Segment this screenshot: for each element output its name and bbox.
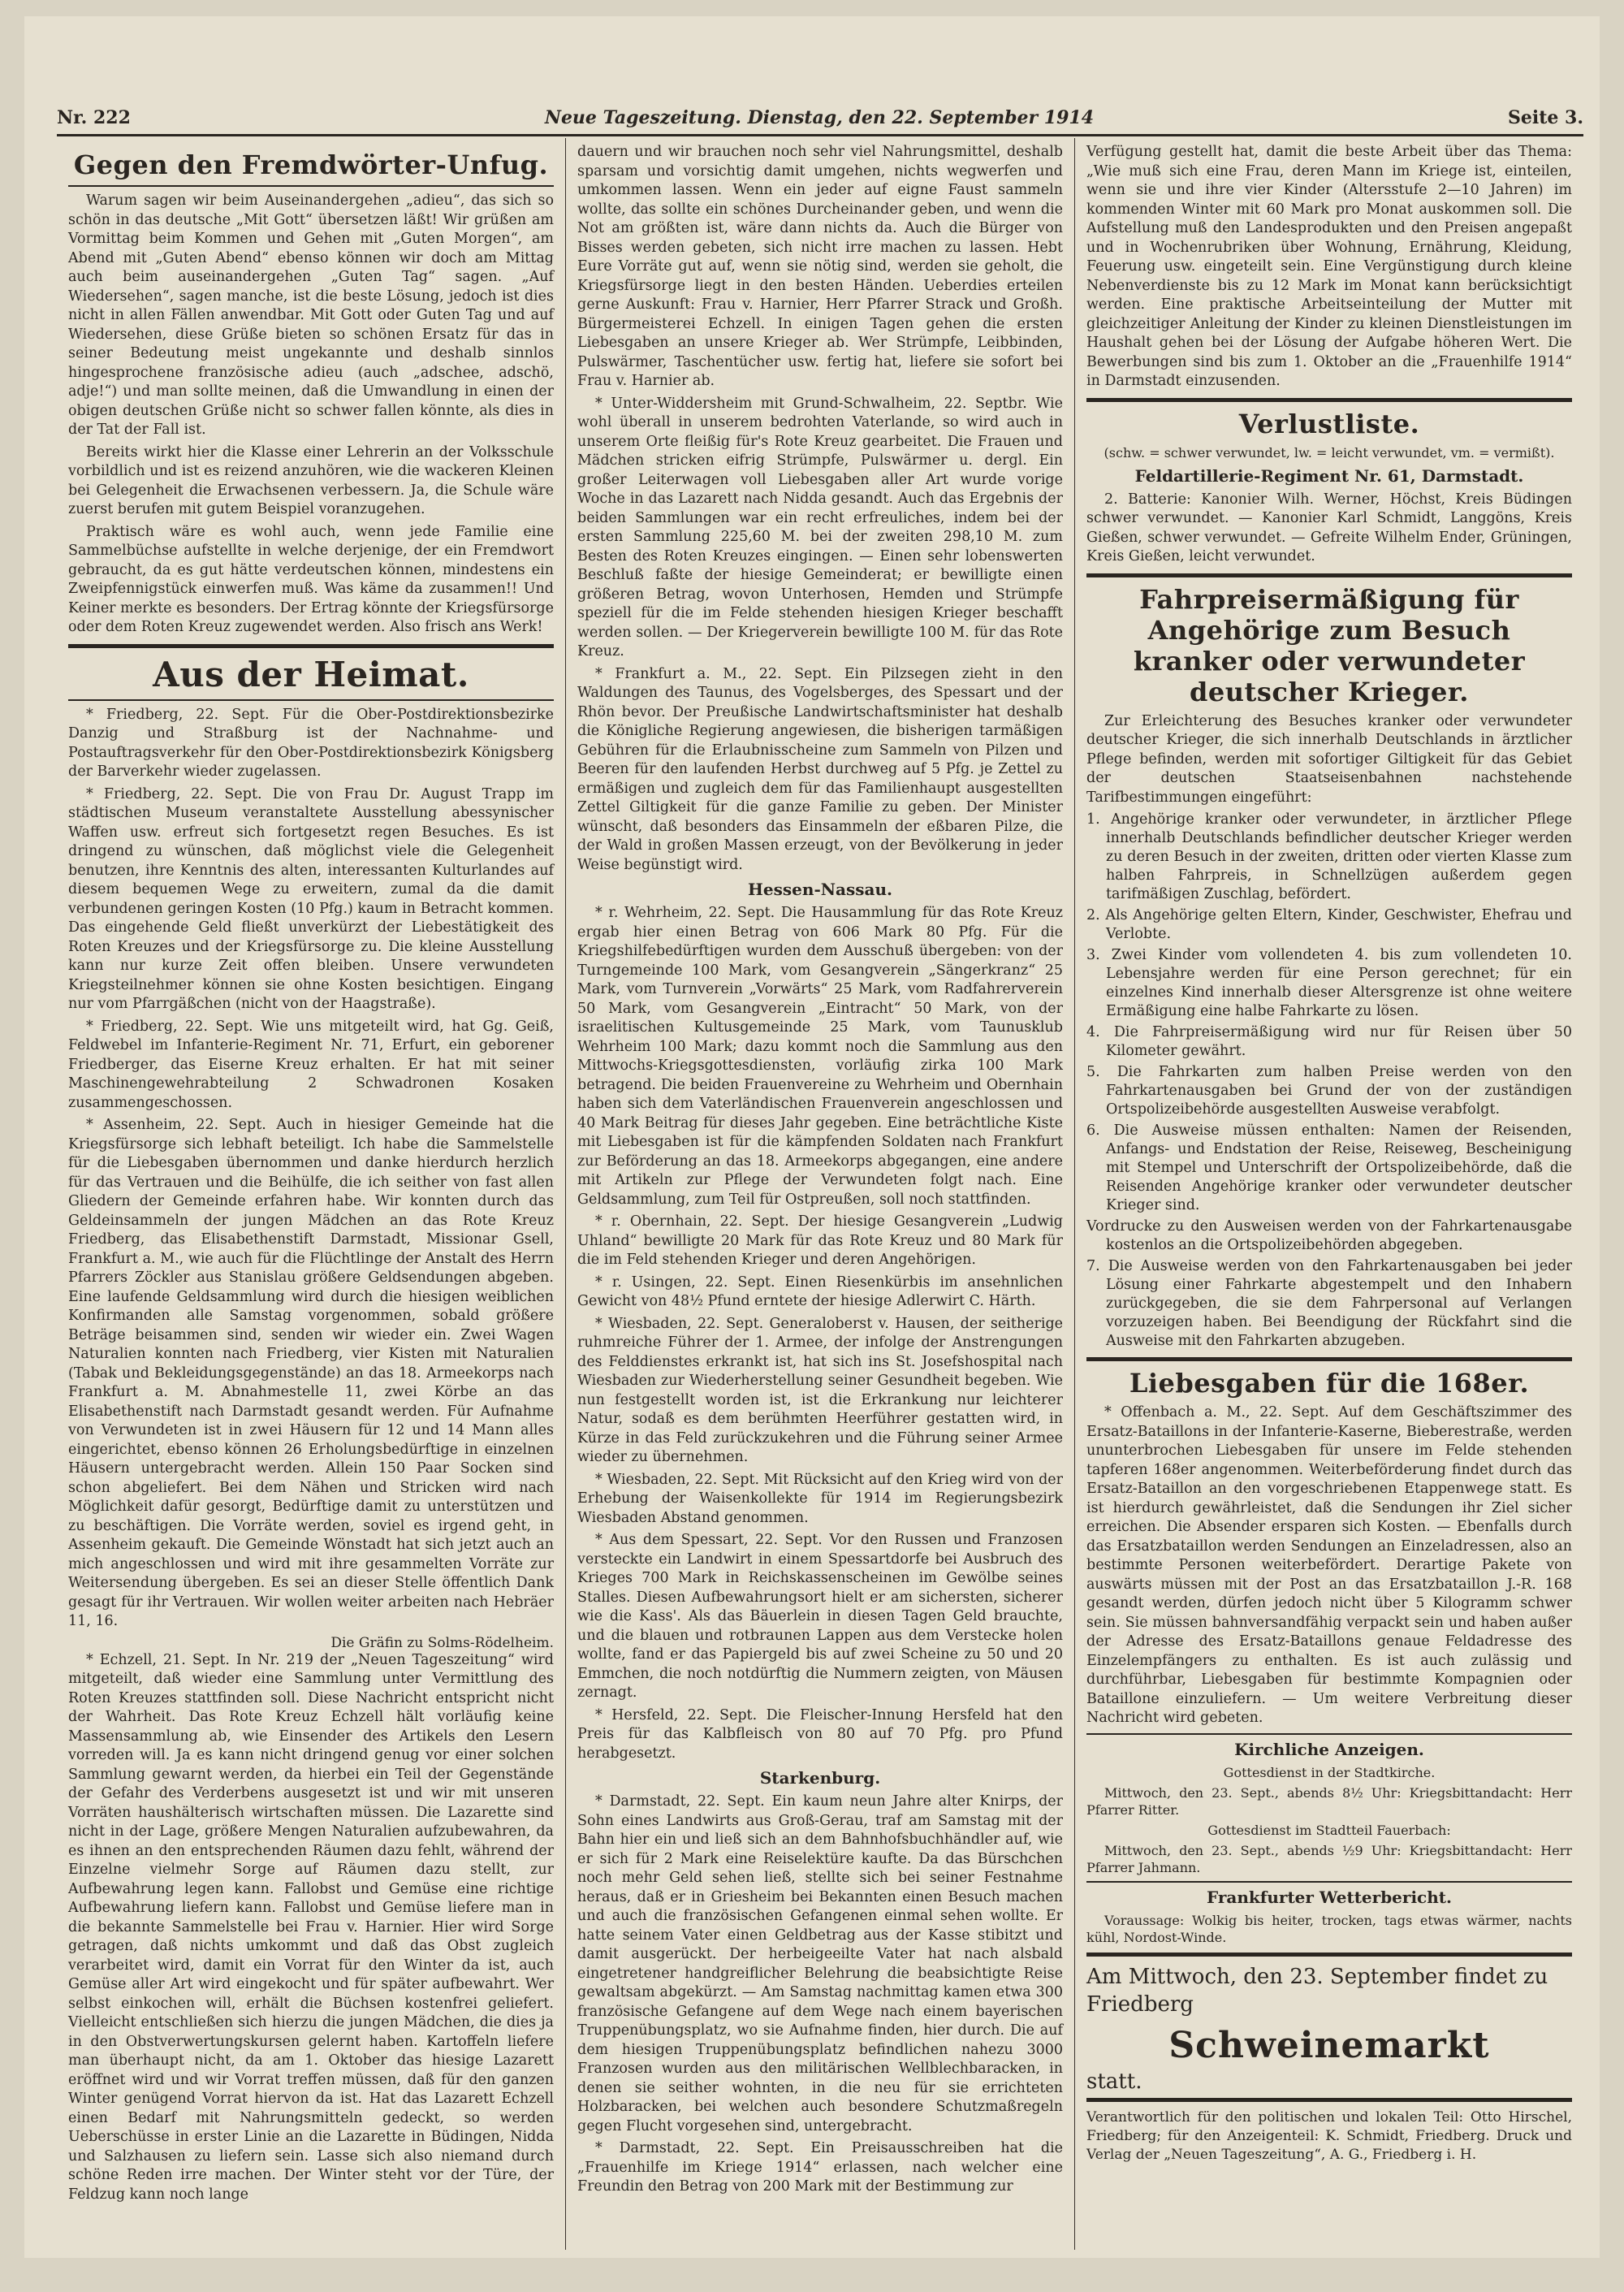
paragraph: Mittwoch, den 23. Sept., abends 8½ Uhr: Kriegsbittandacht: Herr Pfarrer Ritter. bbox=[1086, 1784, 1572, 1818]
news-item: * Wiesbaden, 22. Sept. Generaloberst v. Hausen, der seitherige ruhmreiche Führer der 1. Armee, der infolge der Anstrengungen des Felddienstes erkrankt ist, hat sich ins St. Josefshospital nach Wiesbaden zur Wiederherstellung seiner Gesundheit begeben. Wie nun festgestellt worden ist, ist die Erkrankung nur leichterer Natur, sodaß es dem berühmten Heerführer gestatten wird, in Kürze in das Feld zurückzukehren und die Führung seiner Armee wieder zu übernehmen. bbox=[577, 1315, 1063, 1465]
newspaper-title: Neue Tageszeitung. Dienstag, den 22. September 1914 bbox=[544, 107, 1095, 128]
divider bbox=[1086, 1881, 1572, 1883]
ad-headline: Schweinemarkt bbox=[1168, 2024, 1490, 2066]
ad-text: statt. bbox=[1086, 2069, 1142, 2094]
newspaper-page bbox=[24, 16, 1600, 2258]
list-item: 7. Die Ausweise werden von den Fahrkartenausgaben bei jeder Lösung einer Fahrkarte abgestempelt und den Inhabern zurückgegeben, die sie dem Fahrpersonal auf Verlangen vorzuzeigen haben. Bei Beendigung der Rückfahrt sind die Ausweise mit den Fahrkarten abzugeben. bbox=[1086, 1258, 1572, 1349]
news-item: * Darmstadt, 22. Sept. Ein Preisausschreiben hat die „Frauenhilfe im Kriege 1914“ erlassen, nach welcher eine Freundin den Betrag von 200 Mark mit der Bestimmung zur bbox=[577, 2140, 1063, 2195]
divider bbox=[1086, 1953, 1572, 1957]
divider bbox=[1086, 1357, 1572, 1361]
list-item: 2. Als Angehörige gelten Eltern, Kinder, Geschwister, Ehefrau und Verlobte. bbox=[1086, 907, 1572, 942]
legend: (schw. = schwer verwundet, lw. = leicht verwundet, vm. = vermißt). bbox=[1104, 444, 1555, 461]
columns bbox=[57, 138, 1583, 2250]
paragraph: Voraussage: Wolkig bis heiter, trocken, tags etwas wärmer, nachts kühl, Nordost-Winde. bbox=[1086, 1912, 1572, 1945]
news-item: * Darmstadt, 22. Sept. Ein kaum neun Jahre alter Knirps, der Sohn eines Landwirts aus Groß-Gerau, traf am Samstag mit der Bahn hier ein und ließ sich an dem Bahnhofsbuchhändler auf, wie er sich für 2 Mark eine Reiselektüre kaufte. Da das Bürschchen noch mehr Geld sehen ließ, stellte sich bei seiner Festnahme heraus, daß er in Griesheim bei Bekannten einen Besuch machen und auch die französischen Gefangenen einmal sehen wollte. Er hatte seinem Vater einen Geldbetrag aus der Kasse stibitzt und damit ausgerückt. Der herbeigeeilte Vater hat nach alsbald eingetretener handgreiflicher Belehrung die beabsichtigte Reise gewaltsam abgekürzt. — Am Samstag nachmittag kamen etwa 300 französische Gefangene auf dem Wege nach einem bayerischen Truppenübungsplatz, wo sie Aufnahme finden, hier durch. Die auf dem hiesigen Truppenübungsplatz befindlichen nahezu 3000 Franzosen wurden aus den militärischen Wellblechbaracken, in denen sie seither wohnten, in die neu für sie errichteten Holzbaracken, bei welchen auch besondere Schutzmaßregeln gegen Flucht vorgesehen sind, untergebracht. bbox=[577, 1793, 1063, 2134]
paragraph: Zur Erleichterung des Besuches kranker oder verwundeter deutscher Krieger, die sich innerhalb Deutschlands in ärztlicher Pflege befinden, werden mit sofortiger Giltigkeit für das Gebiet der deutschen Staatseisenbahnen nachstehende Tarifbestimmungen eingeführt: bbox=[1086, 712, 1572, 806]
list-item: 6. Die Ausweise müssen enthalten: Namen der Reisenden, Anfangs- und Endstation der Reise, Reiseweg, Bescheinigung mit Stempel und Unterschrift der Ortspolizeibehörde, daß die Reisenden Angehörige kranker oder verwundeter deutscher Krieger sind. bbox=[1086, 1122, 1572, 1213]
column-2 bbox=[566, 138, 1075, 2250]
column-3 bbox=[1075, 138, 1583, 2250]
article-title-heimat: Aus der Heimat. bbox=[153, 654, 469, 694]
paragraph: 2. Batterie: Kanonier Wilh. Werner, Höchst, Kreis Büdingen schwer verwundet. — Kanonier Karl Schmidt, Langgöns, Kreis Gießen, schwer verwundet. — Gefreite Wilhelm Ender, Grüningen, Kreis Gießen, leicht verwundet. bbox=[1086, 491, 1572, 564]
ad-text: Am Mittwoch, den 23. September findet zu Friedberg bbox=[1086, 1964, 1548, 2017]
news-item: * r. Usingen, 22. Sept. Einen Riesenkürbis im ansehnlichen Gewicht von 48½ Pfund erntete der hiesige Adlerwirt C. Härth. bbox=[577, 1274, 1063, 1309]
list-item: 5. Die Fahrkarten zum halben Preise werden von den Fahrkartenausgaben bei Grund der von der zuständigen Ortspolizeibehörde ausgestellten Ausweise verabfolgt. bbox=[1086, 1064, 1572, 1118]
column-1 bbox=[57, 138, 566, 2250]
paragraph: Verfügung gestellt hat, damit die beste Arbeit über das Thema: „Wie muß sich eine Frau, deren Mann im Kriege ist, einteilen, wenn sie und ihre vier Kinder (Altersstufe 2—10 Jahren) im kommenden Winter mit 60 Mark pro Monat auskommen soll. Die Aufstellung muß den Landesprodukten und den Preisen angepaßt und in Wochenrubriken über Wohnung, Ernährung, Kleidung, Feuerung usw. eingeteilt sein. Eine Vergünstigung durch kleine Nebenverdienste bis zu 12 Mark im Monat kann berücksichtigt werden. Eine praktische Arbeitseinteilung der Mutter mit gleichzeitiger Anleitung der Kinder zu kleinen Dienstleistungen im Haushalt gehen bei der Lösung der Aufgabe höheren Wert. Die Bewerbungen sind bis zum 1. Oktober an die „Frauenhilfe 1914“ in Darmstadt einzusenden. bbox=[1086, 144, 1572, 389]
paragraph: dauern und wir brauchen noch sehr viel Nahrungsmittel, deshalb sparsam und vorsichtig damit umgehen, nichts wegwerfen und umkommen lassen. Wenn ein jeder auf eigne Faust sammeln wollte, das sollte ein schönes Durcheinander geben, und wenn die Not am größten ist, wäre dann nichts da. Auch die Bürger von Bisses werden gebeten, sich nicht irre machen zu lassen. Hebt Eure Vorräte gut auf, wenn sie nötig sind, werden sie geholt, die Kriegsfürsorge liegt in den besten Händen. Ueberdies erteilen gerne Auskunft: Frau v. Harnier, Herr Pfarrer Strack und Großh. Bürgermeisterei Echzell. In einigen Tagen gehen die ersten Liebesgaben an unsere Krieger ab. Wer Strümpfe, Leibbinden, Pulswärmer, Taschentücher usw. fertig hat, liefere sie sofort bei Frau v. Harnier ab. bbox=[577, 144, 1063, 389]
section-heading-kirche: Kirchliche Anzeigen. bbox=[1234, 1739, 1424, 1759]
news-item: * Assenheim, 22. Sept. Auch in hiesiger Gemeinde hat die Kriegsfürsorge sich lebhaft beteiligt. Ich habe die Sammelstelle für die Liebesgaben übernommen und danke hierdurch herzlich für das Vertrauen und die Beihülfe, die ich seither von fast allen Gliedern der Gemeinde erfahren habe. Wir konnten durch das Geldeinsammeln der jungen Mädchen an das Rote Kreuz Friedberg, das Elisabethenstift Darmstadt, Missionar Gsell, Frankfurt a. M., wie auch für die Flüchtlinge der Anstalt des Herrn Pfarrers Zöckler aus Stanislau größere Geldsendungen abgeben. Eine laufende Geldsammlung wird durch die hiesigen weiblichen Konfirmanden alle Samstag vorgenommen, sobald größere Beträge beisammen sind, senden wir wieder ein. Zwei Wagen Naturalien konnten nach Friedberg, vier Kisten mit Naturalien (Tabak und Bekleidungsgegenstände) an das 18. Armeekorps nach Frankfurt a. M. Abnahmestelle 11, zwei Körbe an das Elisabethenstift nach Darmstadt gesandt werden. Für Aufnahme von Verwundeten ist in zwei Häusern für 12 und 14 Mann alles eingerichtet, ebenso können 26 Erholungsbedürftige in einzelnen Häusern untergebracht werden. Allein 150 Paar Socken sind schon abgeliefert. Bei dem Nähen und Stricken wird nach Möglichkeit dafür gesorgt, Bedürftige damit zu unterstützen und zu beschäftigen. Die Vorräte werden, soviel es irgend geht, in Assenheim gekauft. Die Gemeinde Wönstadt hat sich jetzt auch an mich angeschlossen und wird mit ihre gesammelten Vorräte zur Weitersendung übergeben. Es sei an dieser Stelle öffentlich Dank gesagt für ihr Vertrauen. Wir wollen weiter arbeiten nach Hebräer 11, 16. bbox=[68, 1117, 554, 1629]
divider bbox=[1086, 2098, 1572, 2102]
news-item: * Echzell, 21. Sept. In Nr. 219 der „Neuen Tageszeitung“ wird mitgeteilt, daß wieder eine Sammlung unter Vermittlung des Roten Kreuzes stattfinden soll. Diese Nachricht entspricht nicht der Wahrheit. Das Rote Kreuz Echzell hält vorläufig keine Massensammlung ab, wie Einsender des Artikels den Lesern vorreden will. Ja es kann nicht dringend genug vor einer solchen Sammlung gewarnt werden, da hierbei ein Teil der Gegenstände der Gefahr des Verderbens ausgesetzt ist und wir mit unseren Vorräten haushälterisch wirtschaften müssen. Die Lazarette sind nicht in der Lage, größere Mengen Naturalien aufzubewahren, da es ihnen an den entsprechenden Räumen dazu fehlt, während der Einzelne vielmehr Sorge auf Räumen dazu stellt, zur Aufbewahrung legen kann. Fallobst und Gemüse eine richtige Aufbewahrung liefern kann. Fallobst und Gemüse liefere man in die bekannte Sammelstelle bei Frau v. Harnier. Hier wird Sorge getragen, daß nichts umkommt und daß das Obst zugleich verarbeitet wird, damit ein Vorrat für den Winter da ist, auch Gemüse aller Art wird eingekocht und für später aufbewahrt. Wer selbst einkochen will, erhält die Büchsen kostenfrei geliefert. Vielleicht entschließen sich hierzu die jungen Mädchen, die dies ja in den Obstverwertungskursen gelernt haben. Kartoffeln liefere man überhaupt nicht, da am 1. Oktober das hiesige Lazarett eröffnet wird und wir Vorrat treffen müssen, daß für den ganzen Winter genügend Vorrat hiervon da ist. Hat das Lazarett Echzell einen Bedarf mit Nahrungsmitteln gedeckt, so werden Ueberschüsse in erster Linie an die Lazarette in Büdingen, Nidda und Salzhausen zu liefern sein. Lasse sich also niemand durch schöne Reden irre machen. Der Winter steht vor der Türe, der Feldzug kann noch lange bbox=[68, 1651, 554, 2203]
news-item: * Hersfeld, 22. Sept. Die Fleischer-Innung Hersfeld hat den Preis für das Kalbfleisch von 80 auf 70 Pfg. pro Pfund herabgesetzt. bbox=[577, 1706, 1063, 1762]
paragraph: Mittwoch, den 23. Sept., abends ½9 Uhr: Kriegsbittandacht: Herr Pfarrer Jahmann. bbox=[1086, 1842, 1572, 1875]
article-title-verlustliste: Verlustliste. bbox=[1238, 408, 1420, 439]
section-heading-starkenburg: Starkenburg. bbox=[759, 1768, 881, 1788]
section-heading-hessen: Hessen-Nassau. bbox=[748, 880, 892, 899]
article-title-fahrpreis: Fahrpreisermäßigung für Angehörige zum Besuch kranker oder verwundeter deutscher Krieger. bbox=[1133, 583, 1526, 707]
list-item: Vordrucke zu den Ausweisen werden von der Fahrkartenausgabe kostenlos an die Ortspolizeibehörden abgegeben. bbox=[1086, 1218, 1572, 1253]
article-title-fremdwoerter: Gegen den Fremdwörter-Unfug. bbox=[73, 149, 549, 180]
news-item: * r. Wehrheim, 22. Sept. Die Hausammlung für das Rote Kreuz ergab hier einen Betrag von 606 Mark 80 Pfg. Für die Kriegshilfebedürftigen wurden dem Ausschuß übergeben: von der Turngemeinde 100 Mark, vom Gesangverein „Sängerkranz“ 25 Mark, vom Turnverein „Vorwärts“ 25 Mark, vom Radfahrerverein 50 Mark, vom Gesangverein „Eintracht“ 50 Mark, von der israelitischen Kultusgemeinde 25 Mark, vom Taunusklub Wehrheim 100 Mark; dazu kommt noch die Sammlung aus den Mittwochs-Kriegsgottesdiensten, vorläufig zirka 100 Mark betragend. Die beiden Frauenvereine zu Wehrheim und Obernhain haben sich dem Vaterländischen Frauenverein angeschlossen und 40 Mark Beitrag für dieses Jahr gegeben. Eine beträchtliche Kiste mit Liebesgaben ist für die kämpfenden Soldaten nach Frankfurt zur Beförderung an das 18. Armeekorps abgegangen, eine andere mit Artikeln zur Pflege der Verwundeten folgt nach. Eine Geldsammlung, zum Teil für Ostpreußen, soll noch stattfinden. bbox=[577, 905, 1063, 1208]
subheading: Gottesdienst in der Stadtkirche. bbox=[1223, 1764, 1436, 1780]
imprint: Verantwortlich für den politischen und lokalen Teil: Otto Hirschel, Friedberg; für den Anzeigenteil: K. Schmidt, Friedberg. Druck und Verlag der „Neuen Tageszeitung“, A. G., Friedberg i. H. bbox=[1086, 2109, 1572, 2163]
masthead bbox=[57, 102, 1583, 136]
news-item: * r. Obernhain, 22. Sept. Der hiesige Gesangverein „Ludwig Uhland“ bewilligte 20 Mark für das Rote Kreuz und 80 Mark für die im Feld stehenden Krieger und deren Angehörigen. bbox=[577, 1213, 1063, 1268]
section-heading-wetter: Frankfurter Wetterbericht. bbox=[1207, 1887, 1452, 1907]
news-item: * Friedberg, 22. Sept. Die von Frau Dr. August Trapp im städtischen Museum veranstaltete Ausstellung abessynischer Waffen usw. erfreut sich fortgesetzt regen Besuches. Es ist dringend zu wünschen, daß möglichst viele die Gelegenheit benutzen, ihre Kenntnis des alten, interessanten Kulturlandes auf diesem bequemen Wege zu erweitern, zumal da die damit verbundenen geringen Kosten (10 Pfg.) kaum in Betracht kommen. Das eingehende Geld fließt unverkürzt der Liebestätigkeit des Roten Kreuzes und der Kriegsfürsorge zu. Die kleine Ausstellung kann nur kurze Zeit offen bleiben. Unsere verwundeten Kriegsteilnehmer können sie ohne Kosten besichtigen. Eingang nur vom Pfarrgäßchen (nicht von der Haagstraße). bbox=[68, 785, 554, 1012]
divider bbox=[68, 185, 554, 187]
list-item: 1. Angehörige kranker oder verwundeter, in ärztlicher Pflege innerhalb Deutschlands befindlicher deutscher Krieger werden zu deren Besuch in der zweiten, dritten oder vierten Klasse zum halben Fahrpreis, in Schnellzügen außerdem gegen tarifmäßigen Zuschlag, befördert. bbox=[1086, 811, 1572, 902]
divider bbox=[1086, 398, 1572, 402]
page-number: Seite 3. bbox=[1507, 107, 1583, 128]
divider bbox=[1086, 573, 1572, 577]
list-item: 4. Die Fahrpreisermäßigung wird nur für Reisen über 50 Kilometer gewährt. bbox=[1086, 1024, 1572, 1059]
news-item: * Wiesbaden, 22. Sept. Mit Rücksicht auf den Krieg wird von der Erhebung der Waisenkollekte für 1914 im Regierungsbezirk Wiesbaden Abstand genommen. bbox=[577, 1471, 1064, 1526]
signature: Die Gräfin zu Solms-Rödelheim. bbox=[330, 1634, 554, 1651]
divider bbox=[68, 644, 554, 648]
subheading: Gottesdienst im Stadtteil Fauerbach: bbox=[1207, 1822, 1451, 1838]
news-item: * Unter-Widdersheim mit Grund-Schwalheim, 22. Septbr. Wie wohl überall in unserem bedrohten Vaterlande, so wird auch in unserem Orte fleißig für's Rote Kreuz gearbeitet. Die Frauen und Mädchen stricken eifrig Strümpfe, Pulswärmer u. dergl. Ein großer Leiterwagen voll Liebesgaben aller Art wurde vorige Woche in das Lazarett nach Nidda gesandt. Auch das Ergebnis der beiden Sammlungen war ein recht erfreuliches, indem bei der ersten Sammlung 225,60 M. bei der zweiten 298,10 M. zum Besten des Roten Kreuzes eingingen. — Einen sehr lobenswerten Beschluß faßte der hiesige Gemeinderat; er bewilligte einen größeren Betrag, wovon Unterhosen, Hemden und Strümpfe speziell für die im Felde stehenden hiesigen Krieger beschafft werden sollen. — Der Kriegerverein bewilligte 100 M. für das Rote Kreuz. bbox=[577, 395, 1063, 659]
issue-number: Nr. 222 bbox=[57, 107, 131, 128]
paragraph: Bereits wirkt hier die Klasse einer Lehrerin an der Volksschule vorbildlich und ist es reizend anzuhören, wie die wackeren Kleinen bei Gelegenheit die Erwachsenen verbessern. Ja, die Schule wäre zuerst berufen mit gutem Beispiel voranzugehen. bbox=[68, 443, 554, 517]
divider bbox=[68, 699, 554, 701]
news-item: * Aus dem Spessart, 22. Sept. Vor den Russen und Franzosen versteckte ein Landwirt in einem Spessartdorfe bei Ausbruch des Krieges 700 Mark in Reichskassenscheinen im Gewölbe seines Stalles. Diesen Aufbewahrungsort hielt er am sichersten, sicherer wie die Kass'. Als das Bäuerlein in diesen Tagen Geld brauchte, und die blauen und rotbraunen Lappen aus dem Verstecke holen wollte, fand er das Papiergeld bis auf zwei Scheine zu 50 und 20 Emmchen, die noch notdürftig die Nummern zeigten, von Mäusen zernagt. bbox=[577, 1532, 1063, 1701]
news-item: * Friedberg, 22. Sept. Wie uns mitgeteilt wird, hat Gg. Geiß, Feldwebel im Infanterie-Regiment Nr. 71, Erfurt, ein geborener Friedberger, das Eiserne Kreuz erhalten. Er hat mit seiner Maschinengewehrabteilung 2 Schwadronen Kosaken zusammengeschossen. bbox=[68, 1018, 554, 1111]
news-item: * Frankfurt a. M., 22. Sept. Ein Pilzsegen zieht in den Waldungen des Taunus, des Vogelsberges, des Spessart und der Rhön bevor. Der Preußische Landwirtschaftsminister hat deshalb die Königliche Regierung angewiesen, die bisherigen tarmäßigen Gebühren für die Erlaubnisscheine zum Sammeln von Pilzen und Beeren für den laufenden Herbst durchweg auf 5 Pfg. je Zettel zu ermäßigen und zugleich dem für das Familienhaupt ausgestellten Zettel Giltigkeit für die ganze Familie zu geben. Der Minister wünscht, daß besonders das Einsammeln der eßbaren Pilze, die der Wald in großen Massen erzeugt, von der Bevölkerung in jeder Weise begünstigt wird. bbox=[577, 665, 1063, 873]
paragraph: Praktisch wäre es wohl auch, wenn jede Familie eine Sammelbüchse aufstellte in welche derjenige, der ein Fremdwort gebraucht, da es gut hätte verdeutschen können, mindestens ein Zweipfennigstück einwerfen muß. Was käme da zusammen!! Und Keiner merkte es besonders. Der Ertrag könnte der Kriegsfürsorge oder dem Roten Kreuz zugewendet werden. Also frisch ans Werk! bbox=[68, 523, 554, 635]
list-item: 3. Zwei Kinder vom vollendeten 4. bis zum vollendeten 10. Lebensjahre werden für eine Person gerechnet; für ein einzelnes Kind innerhalb dieser Altersgrenze ist ohne weitere Ermäßigung eine halbe Fahrkarte zu lösen. bbox=[1086, 947, 1572, 1019]
article-title-liebesgaben: Liebesgaben für die 168er. bbox=[1129, 1368, 1530, 1399]
regiment-heading: Feldartillerie-Regiment Nr. 61, Darmstadt. bbox=[1134, 465, 1524, 486]
paragraph: * Offenbach a. M., 22. Sept. Auf dem Geschäftszimmer des Ersatz-Bataillons in der Infanterie-Kaserne, Bieberestraße, werden ununterbrochen Liebesgaben für unsere im Felde stehenden tapferen 168er angenommen. Weiterbeförderung findet durch das Ersatz-Bataillon an den vorgeschriebenen Etappenwege statt. Es ist hierdurch gewährleistet, daß die Sendungen ihr Ziel sicher erreichen. Die Absender ersparen sich Kosten. — Ebenfalls durch das Ersatzbataillon werden Sendungen an Einzeladressen, also an bestimmte Personen weiterbefördert. Derartige Pakete von auswärts müssen mit der Post an das Ersatzbataillon J.-R. 168 gesandt werden, dürfen jedoch nicht über 5 Kilogramm schwer sein. Sie müssen bahnversandfähig verpackt sein und haben außer der Adresse des Ersatz-Bataillons genaue Feldadresse des Einzelempfängers zu enthalten. Es ist auch zulässig und durchführbar, Liebesgaben für bestimmte Kompagnien oder Bataillone einzuliefern. — Um weitere Verbreitung dieser Nachricht wird gebeten. bbox=[1086, 1404, 1572, 1726]
paragraph: Warum sagen wir beim Auseinandergehen „adieu“, das sich so schön in das deutsche „Mit Gott“ übersetzen läßt! Wir grüßen am Vormittag beim Kommen und Gehen mit „Guten Morgen“, am Abend mit „Guten Abend“ ebenso können wir doch am Mittag auch beim auseinandergehen „Guten Tag“ sagen. „Auf Wiedersehen“, sagen manche, ist die beste Lösung, jedoch ist dies nicht in allen Fällen anwendbar. Mit Gott oder Guten Tag und auf Wiedersehen, diese Grüße bieten so schönen Ersatz für das in seiner Bedeutung meist ungekannte und deshalb sinnlos hingesprochene französische adieu (auch „adschee, adschö, adje!“) und man sollte meinen, daß die Umwandlung in einen der obigen deutschen Grüße nicht so schwer fallen könnte, als dies in der Tat der Fall ist. bbox=[68, 192, 554, 438]
news-item: * Friedberg, 22. Sept. Für die Ober-Postdirektionsbezirke Danzig und Straßburg ist der Nachnahme- und Postauftragsverkehr für den Ober-Postdirektionsbezirk Königsberg der Barverkehr wieder zugelassen. bbox=[68, 706, 554, 780]
divider bbox=[1086, 1733, 1572, 1735]
